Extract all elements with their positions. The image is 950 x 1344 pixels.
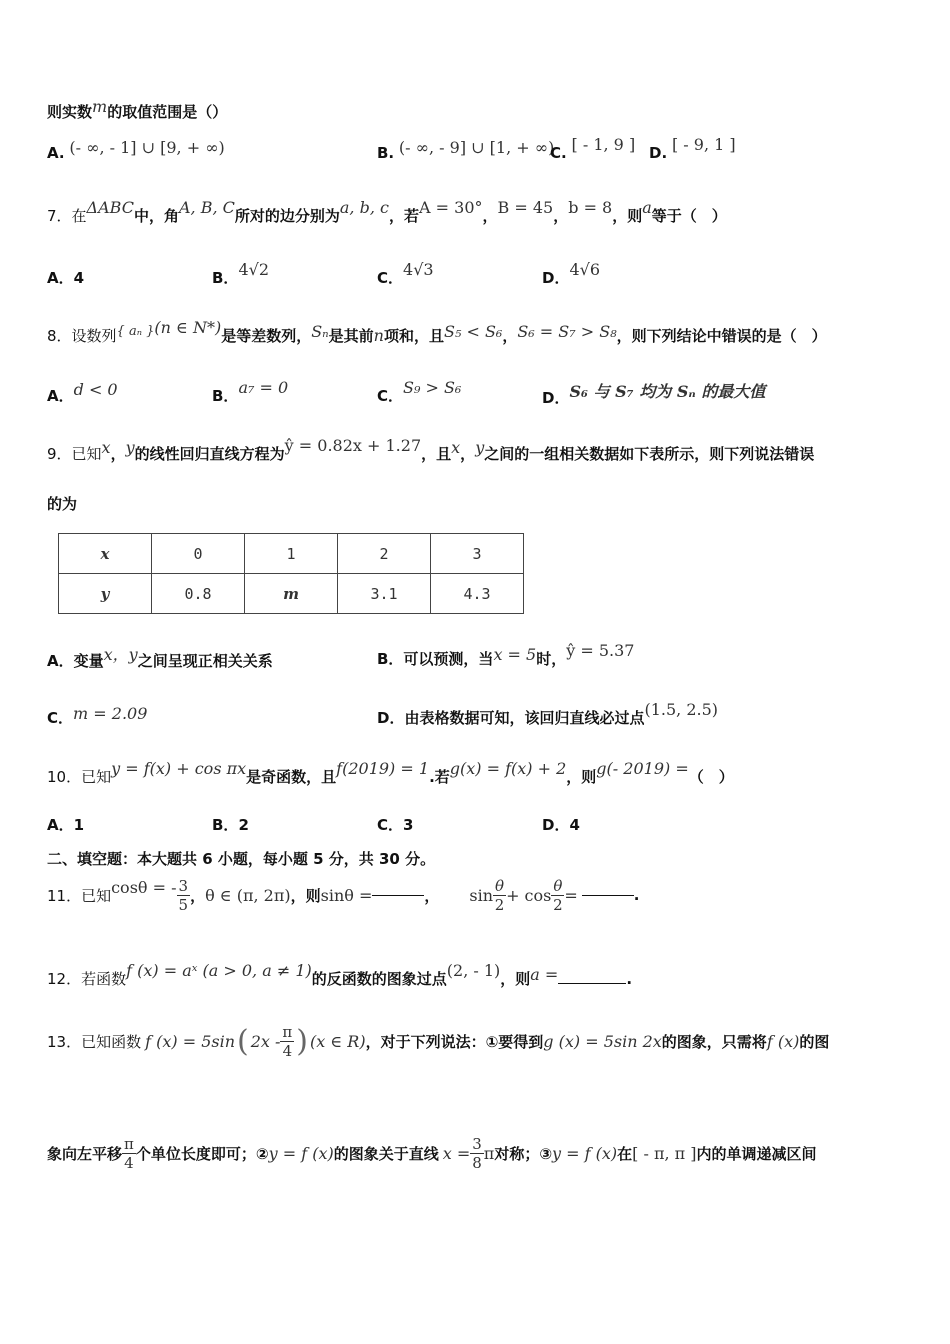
- table-cell: 2: [338, 534, 431, 574]
- q10-option-a: A．1: [47, 816, 85, 834]
- q9-option-b: B．可以预测，当x = 5时，ŷ = 5.37: [377, 641, 635, 668]
- q11-stem: 11．已知 cosθ = - $\frac{3}{5}$ ， θ ∈ (π, 2π) ，则 sinθ = ， sin $\frac{\theta}{2}$ + cos $\frac{\theta}{2}$ = .: [47, 876, 640, 914]
- q10-option-d: D．4: [542, 816, 580, 834]
- q7-option-d: D．4√6: [542, 260, 601, 287]
- answer-blank[interactable]: [558, 983, 626, 984]
- q8-option-c: C．S₉ > S₆: [377, 378, 462, 405]
- q10-option-c: C．3: [377, 816, 414, 834]
- q7-option-a: A．4: [47, 269, 85, 287]
- q12-stem: 12．若函数f (x) = aˣ (a > 0, a ≠ 1)的反函数的图象过点(2, - 1)，则a = .: [47, 961, 633, 988]
- q6-stem: 则实数m的取值范围是（）: [47, 97, 228, 121]
- table-header-x: x: [59, 534, 152, 574]
- q10-stem: 10．已知y = f(x) + cos πx是奇函数，且f(2019) = 1.若g(x) = f(x) + 2，则g(- 2019) =（ ）: [47, 759, 734, 786]
- q6-option-b: B. (- ∞, - 9] ∪ [1, + ∞): [377, 138, 555, 162]
- q9-option-a: A．变量x，y之间呈现正相关关系: [47, 645, 273, 670]
- q13-stem-line2: 象向左平移 $\frac{\pi}{4}$ 个单位长度即可；② y = f (x) 的图象关于直线 x = $\frac{3}{8}$ π 对称；③ y = f (x) 在 [ - π, π ] 内的单调递减区间: [47, 1134, 817, 1172]
- q13-stem: 13．已知函数 f (x) = 5sin ( 2x - $\frac{\pi}{4}$ ) (x ∈ R) ，对于下列说法：①要得到 g (x) = 5sin 2x 的图象，只需将 f (x) 的图: [47, 1022, 830, 1060]
- fraction-pi-4: $\frac{\pi}{4}$: [282, 1022, 293, 1060]
- table-cell: 4.3: [431, 574, 524, 614]
- q7-stem: 7．在ΔABC中，角A, B, C所对的边分别为a, b, c，若A = 30°，B = 45，b = 8，则a等于（ ）: [47, 198, 727, 225]
- table-cell: 3.1: [338, 574, 431, 614]
- fraction-pi-4: $\frac{\pi}{4}$: [124, 1134, 134, 1172]
- answer-blank[interactable]: [582, 895, 634, 896]
- q9-option-c: C．m = 2.09: [47, 704, 148, 727]
- table-header-y: y: [59, 574, 152, 614]
- q9-stem-line2: 的为: [47, 495, 78, 513]
- table-cell: m: [245, 574, 338, 614]
- q7-option-c: C．4√3: [377, 260, 434, 287]
- fraction-theta-2: $\frac{\theta}{2}$: [494, 876, 505, 914]
- q8-option-a: A．d < 0: [47, 380, 118, 405]
- fraction-3-5: $\frac{3}{5}$: [178, 876, 189, 914]
- table-cell: 1: [245, 534, 338, 574]
- q8-option-b: B．a₇ = 0: [212, 378, 289, 405]
- table-row: [59, 574, 524, 614]
- section-heading: 二、填空题：本大题共 6 小题，每小题 5 分，共 30 分。: [47, 850, 436, 868]
- fraction-theta-2: $\frac{\theta}{2}$: [553, 876, 563, 914]
- q8-stem: 8．设数列{ aₙ }(n ∈ N*)是等差数列，Sₙ是其前n项和，且S₅ < S₆，S₆ = S₇ > S₈，则下列结论中错误的是（ ）: [47, 318, 827, 345]
- table-row: [59, 534, 524, 574]
- q6-option-a: A. (- ∞, - 1] ∪ [9, + ∞): [47, 138, 225, 162]
- q6-option-c: C. [ - 1, 9 ]: [550, 135, 636, 162]
- q9-option-d: D．由表格数据可知，该回归直线必过点(1.5, 2.5): [377, 700, 718, 727]
- q9-data-table: [58, 533, 524, 614]
- q6-option-d: D. [ - 9, 1 ]: [649, 135, 736, 162]
- table-cell: 3: [431, 534, 524, 574]
- q8-option-d: D．S₆ 与 S₇ 均为 Sₙ 的最大值: [542, 382, 766, 407]
- table-cell: 0: [152, 534, 245, 574]
- table-cell: 0.8: [152, 574, 245, 614]
- q10-option-b: B．2: [212, 816, 249, 834]
- q7-option-b: B．4√2: [212, 260, 269, 287]
- q9-stem: 9．已知x，y的线性回归直线方程为ŷ = 0.82x + 1.27，且x，y之间的一组相关数据如下表所示，则下列说法错误: [47, 436, 815, 463]
- answer-blank[interactable]: [372, 895, 424, 896]
- fraction-3-8: $\frac{3}{8}$: [472, 1134, 482, 1172]
